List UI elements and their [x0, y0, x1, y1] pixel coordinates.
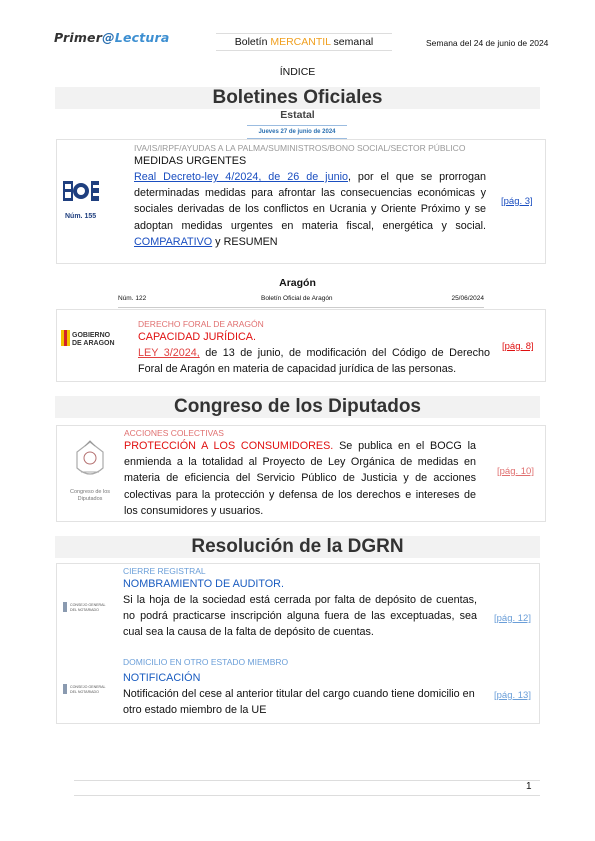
- congreso-heading: PROTECCIÓN A LOS CONSUMIDORES.: [124, 440, 334, 452]
- boe-body: [134, 169, 486, 250]
- subsection-estatal: Estatal: [280, 109, 315, 121]
- aragon-logo: [61, 328, 127, 348]
- date-label: Jueves 27 de junio de 2024: [247, 125, 347, 139]
- congreso-logo: [67, 438, 113, 502]
- dgrn-item-2: [123, 657, 477, 718]
- bulletin-title-post: semanal: [330, 36, 374, 48]
- notariado-logo-1: [63, 600, 115, 619]
- aragon-category: DERECHO FORAL DE ARAGÓN: [138, 319, 264, 329]
- bulletin-title-pre: Boletín: [234, 36, 271, 48]
- congreso-entry: [56, 425, 546, 522]
- boe-heading: MEDIDAS URGENTES: [134, 155, 247, 167]
- dgrn-item-1-heading: NOMBRAMIENTO DE AUDITOR.: [123, 578, 284, 590]
- aragon-body: [138, 345, 490, 377]
- aragon-bulletin-row: [118, 295, 484, 308]
- aragon-bulletin-name: Boletín Oficial de Aragón: [261, 295, 333, 302]
- section-title-boletines: Boletines Oficiales: [55, 87, 540, 109]
- primer-lectura-logo: [54, 30, 170, 45]
- svg-text:CONSEJO GENERAL: CONSEJO GENERAL: [70, 685, 106, 689]
- aragon-law-link[interactable]: LEY 3/2024,: [138, 347, 200, 359]
- boe-logo: [63, 180, 99, 207]
- dgrn-item-2-page-link[interactable]: [pág. 13]: [494, 690, 531, 701]
- bulletin-title-accent: MERCANTIL: [270, 36, 331, 48]
- congreso-body-text: Se publica en el BOCG la enmienda a la totalidad al Proyecto de Ley Orgánica de medidas en materia de eficiencia del Servicio Público de Justicia y de acciones colectivas para la protección y defensa de los derechos e intereses de los consumidores y usuarios.: [124, 440, 476, 517]
- boe-body-text: , por el que se prorrogan determinadas medidas para afrontar las consecuencias económicas y sociales derivadas de los conflictos en Ucrania y Oriente Próximo y se adoptan medidas urgentes en materia fiscal, energética y social.: [134, 171, 486, 232]
- boe-entry: [56, 139, 546, 264]
- aragon-date: 25/06/2024: [451, 295, 484, 302]
- dgrn-item-1-body: Si la hoja de la sociedad está cerrada por falta de depósito de cuentas, no podrá practicarse inscripción alguna fuera de las exceptuadas, sea cual sea la causa de la falta de depósito de cuentas.: [123, 594, 477, 639]
- logo-at: @: [102, 30, 115, 45]
- svg-text:DEL NOTARIADO: DEL NOTARIADO: [70, 608, 99, 612]
- logo-primer: Primer: [54, 30, 103, 45]
- index-title: ÍNDICE: [279, 66, 316, 78]
- section-title-congreso: Congreso de los Diputados: [55, 396, 540, 418]
- boe-logo-icon: [63, 180, 99, 202]
- congreso-page-link[interactable]: [pág. 10]: [497, 466, 534, 477]
- page-number: 1: [526, 781, 532, 792]
- aragon-body-text: de 13 de junio, de modificación del Código de Derecho Foral de Aragón en materia de capacidad jurídica de las personas.: [138, 347, 490, 376]
- aragon-page-link[interactable]: [pág. 8]: [502, 341, 534, 352]
- aragon-number: Núm. 122: [118, 295, 147, 302]
- dgrn-item-1: [123, 566, 477, 641]
- aragon-heading: CAPACIDAD JURÍDICA.: [138, 331, 256, 343]
- boe-number: Núm. 155: [65, 213, 97, 220]
- bulletin-title: [216, 33, 392, 51]
- dgrn-item-2-category: DOMICILIO EN OTRO ESTADO MIEMBRO: [123, 657, 289, 667]
- logo-lectura: Lectura: [114, 30, 170, 45]
- footer-bar: [74, 780, 540, 796]
- section-title-dgrn: Resolución de la DGRN: [55, 536, 540, 558]
- congreso-logo-text: Congreso de los Diputados: [69, 489, 111, 502]
- notariado-logo-icon: [63, 600, 115, 614]
- svg-text:DE ARAGON: DE ARAGON: [72, 340, 115, 347]
- resumen-text: y RESUMEN: [212, 235, 278, 248]
- boe-category: IVA/IS/IRPF/AYUDAS A LA PALMA/SUMINISTROS/BONO SOCIAL/SECTOR PÚBLICO: [134, 143, 466, 153]
- congreso-body: [124, 438, 476, 519]
- congreso-category: ACCIONES COLECTIVAS: [124, 428, 224, 438]
- dgrn-item-2-body: Notificación del cese al anterior titular del cargo cuando tiene domicilio en otro estado miembro de la UE: [123, 688, 475, 717]
- congreso-crest-icon: [67, 438, 113, 484]
- aragon-logo-icon: [61, 328, 127, 348]
- svg-text:CONSEJO GENERAL: CONSEJO GENERAL: [70, 603, 106, 607]
- dgrn-item-1-category: CIERRE REGISTRAL: [123, 566, 206, 576]
- dgrn-item-1-page-link[interactable]: [pág. 12]: [494, 613, 531, 624]
- notariado-logo-icon: [63, 682, 115, 696]
- svg-text:DEL NOTARIADO: DEL NOTARIADO: [70, 690, 99, 694]
- dgrn-entries: [56, 563, 540, 724]
- notariado-logo-2: [63, 682, 115, 701]
- svg-text:GOBIERNO: GOBIERNO: [72, 332, 111, 339]
- dgrn-item-2-heading: NOTIFICACIÓN: [123, 672, 201, 684]
- subsection-aragon: Aragón: [279, 277, 316, 289]
- aragon-entry: [56, 309, 546, 382]
- boe-page-link[interactable]: [pág. 3]: [501, 196, 533, 207]
- boe-decree-link[interactable]: Real Decreto-ley 4/2024, de 26 de junio: [134, 171, 348, 183]
- week-label: Semana del 24 de junio de 2024: [426, 38, 549, 48]
- comparativo-link[interactable]: COMPARATIVO: [134, 235, 213, 248]
